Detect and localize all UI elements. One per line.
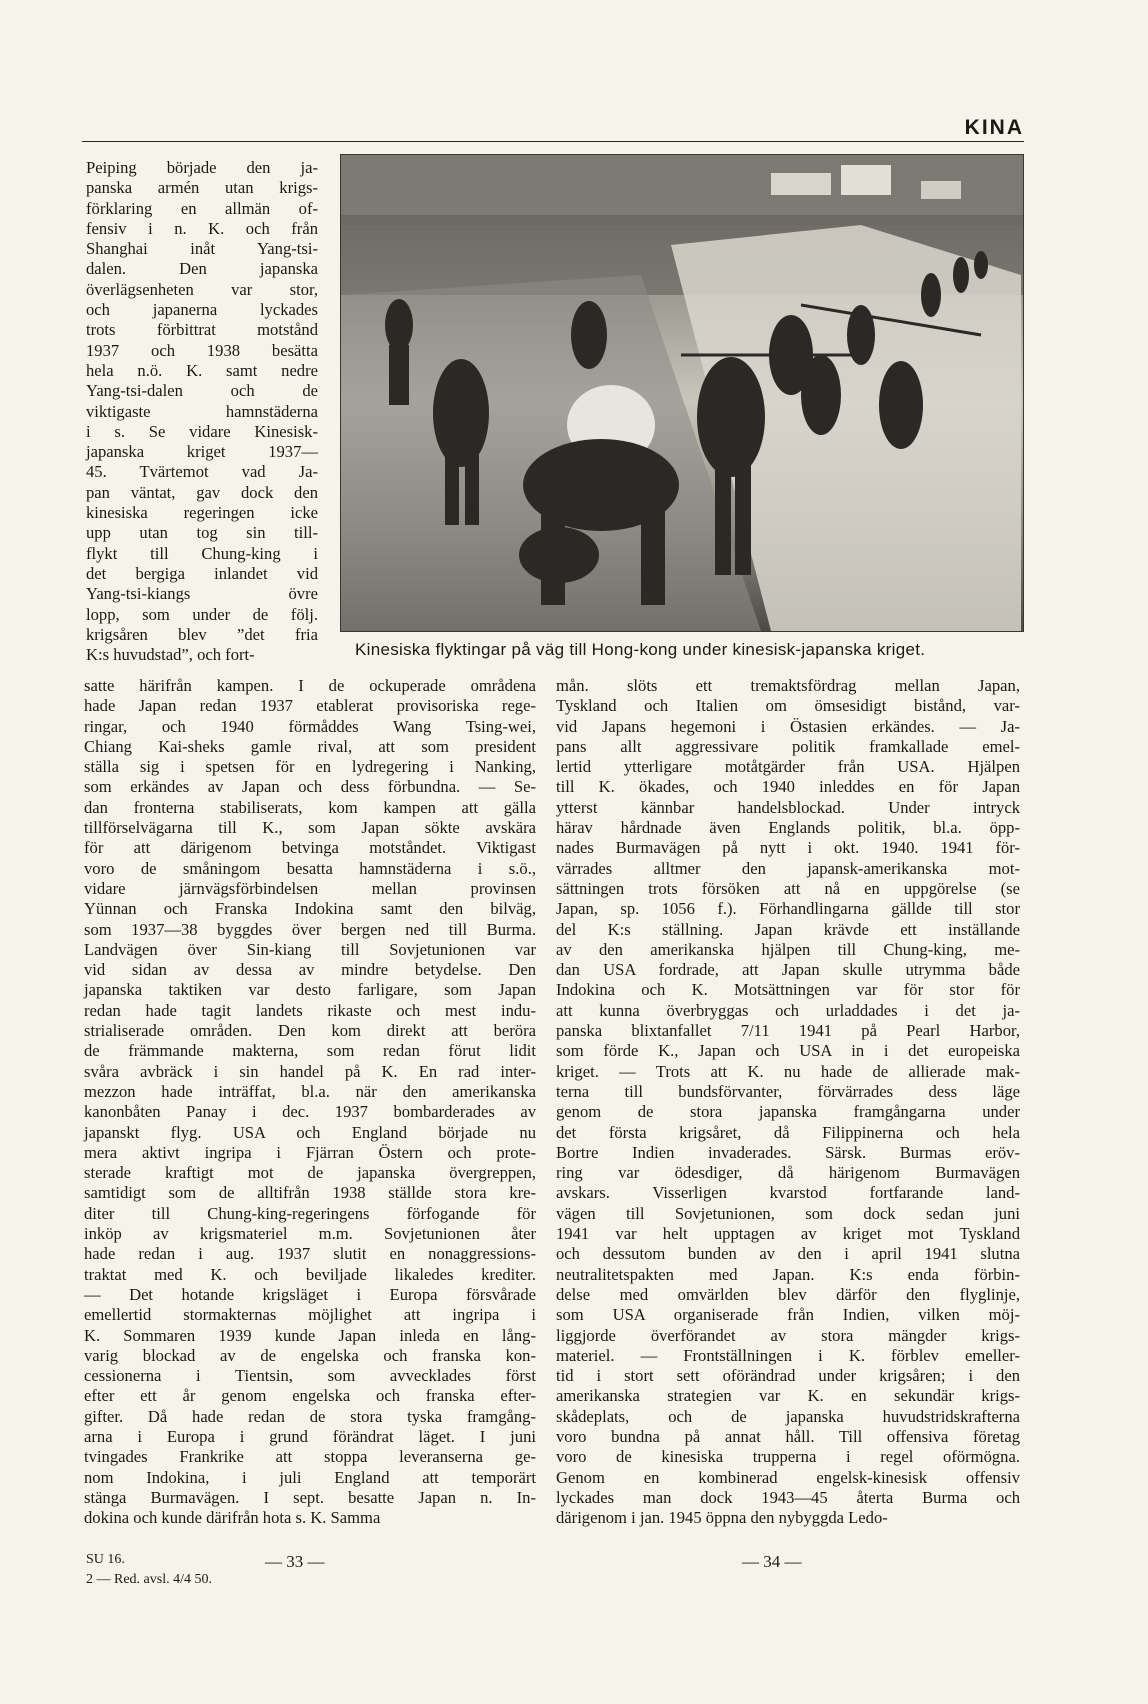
refugee-photograph: [340, 154, 1024, 632]
left-column-line: traktat med K. och beviljade likaledes krediter.: [84, 1264, 536, 1284]
left-column: [84, 676, 536, 1528]
narrow-column-line: pan väntat, gav dock den: [86, 482, 318, 502]
left-column-line: vid sidan av dessa av mindre betydelse. Den: [84, 960, 536, 980]
left-column-line: för att därigenom betvinga motståndet. Viktigast: [84, 838, 536, 858]
left-column-line: sterade kraftigt mot de japanska övergreppen,: [84, 1163, 536, 1183]
figure-caption: Kinesiska flyktingar på väg till Hong-kong under kinesisk-japanska kriget.: [355, 640, 926, 659]
left-column-line: hade redan i aug. 1937 slutit en nonaggressions-: [84, 1244, 536, 1264]
left-column-line: tillförselvägarna till K., som Japan sökte avskära: [84, 818, 536, 838]
left-column-line: de främmande makterna, som redan förut lidit: [84, 1041, 536, 1061]
right-column-line: panska blixtanfallet 7/11 1941 på Pearl Harbor,: [556, 1021, 1020, 1041]
narrow-column-line: kinesiska regeringen icke: [86, 503, 318, 523]
narrow-column-line: fensiv i n. K. och från: [86, 218, 318, 238]
right-column-line: Bortre Indien invaderades. Särsk. Burmas eröv-: [556, 1142, 1020, 1162]
narrow-column-line: Peiping började den ja-: [86, 158, 318, 177]
left-column-line: tvingades Frankrike att stoppa leveranserna ge-: [84, 1447, 536, 1467]
right-column-line: vägen till Sovjetunionen, som dock sedan juni: [556, 1203, 1020, 1223]
left-column-line: — Det hotande krigsläget i Europa försvårade: [84, 1284, 536, 1304]
narrow-column-line: hela n.ö. K. samt nedre: [86, 360, 318, 380]
right-column-line: genom de stora japanska framgångarna under: [556, 1102, 1020, 1122]
left-column-line: cessionerna i Tientsin, som avvecklades först: [84, 1366, 536, 1386]
narrow-column-line: förklaring en allmän of-: [86, 198, 318, 218]
left-column-line: dan fronterna stabiliserats, kom kampen att gälla: [84, 797, 536, 817]
left-column-line: gifter. Då hade redan de stora tyska framgång-: [84, 1406, 536, 1426]
left-column-line: stänga Burmavägen. I sept. besatte Japan n. In-: [84, 1487, 536, 1507]
right-column-line: neutralitetspakten med Japan. K:s enda förbin-: [556, 1264, 1020, 1284]
left-column-line: svåra avbräck i sin handel på K. En rad inter-: [84, 1061, 536, 1081]
narrow-column-line: Shanghai inåt Yang-tsi-: [86, 239, 318, 259]
left-column-line: ringar, och 1940 förmåddes Wang Tsing-wei,: [84, 716, 536, 736]
left-column-line: dokina och kunde därifrån hota s. K. Samma: [84, 1508, 381, 1528]
narrow-column-line: dalen. Den japanska: [86, 259, 318, 279]
top-rule: [82, 141, 1024, 142]
print-note: 2 — Red. avsl. 4/4 50.: [86, 1572, 212, 1587]
left-column-line: Yünnan och Franska Indokina samt den bilväg,: [84, 899, 536, 919]
left-column-line: hade Japan redan 1937 etablerat provisoriska rege-: [84, 696, 536, 716]
right-column-line: ytterst kännbar handelsblockad. Under intryck: [556, 797, 1020, 817]
right-column-line: som förde K., Japan och USA in i det europeiska: [556, 1041, 1020, 1061]
narrow-column-line: flykt till Chung-king i: [86, 543, 318, 563]
right-column-line: och dessutom bunden av den i april 1941 slutna: [556, 1244, 1020, 1264]
left-column-line: arna i Europa i grund förändrat läget. I juni: [84, 1426, 536, 1446]
right-column-line: voro bundna på annat håll. Till offensiva företag: [556, 1426, 1020, 1446]
narrow-column-line: 1937 och 1938 besätta: [86, 340, 318, 360]
left-column-line: diter till Chung-king-regeringens förfogande för: [84, 1203, 536, 1223]
left-column-line: satte härifrån kampen. I de ockuperade områdena: [84, 676, 536, 695]
running-head: KINA: [964, 116, 1024, 139]
left-column-line: voro de småningom besatta hamnstäderna i s.ö.,: [84, 858, 536, 878]
narrow-column-line: K:s huvudstad”, och fort-: [86, 645, 255, 665]
right-column-line: terna till bundsförvanter, förvärrades dess läge: [556, 1081, 1020, 1101]
photo-illustration: [341, 155, 1023, 631]
signature-mark: SU 16.: [86, 1552, 125, 1567]
narrow-column-line: viktigaste hamnstäderna: [86, 401, 318, 421]
page-number-left: — 33 —: [265, 1552, 325, 1571]
left-column-line: som erkändes av Japan och dess förbundna. — Se-: [84, 777, 536, 797]
narrow-column-line: överlägsenheten var stor,: [86, 279, 318, 299]
right-column-line: lyckades man dock 1943—45 återta Burma och: [556, 1487, 1020, 1507]
right-column: [556, 676, 1020, 1528]
narrow-column-line: panska armén utan krigs-: [86, 178, 318, 198]
right-column-line: pans allt aggressivare politik framkallade emel-: [556, 736, 1020, 756]
right-column-line: Genom en kombinerad engelsk-kinesisk offensiv: [556, 1467, 1020, 1487]
right-column-line: vid Japans hegemoni i Östasien erkändes. — Ja-: [556, 716, 1020, 736]
right-column-line: till K. ökades, och 1940 inleddes en för Japan: [556, 777, 1020, 797]
narrow-column-line: det bergiga inlandet vid: [86, 563, 318, 583]
narrow-column-line: trots förbittrat motstånd: [86, 320, 318, 340]
left-column-line: vidare järnvägsförbindelsen mellan provinsen: [84, 878, 536, 898]
right-column-line: det första krigsåret, då Filippinerna och hela: [556, 1122, 1020, 1142]
narrow-column: [86, 158, 318, 665]
left-column-line: efter ett år genom engelska och franska efter-: [84, 1386, 536, 1406]
left-column-line: samtidigt som de alltifrån 1938 ställde stora kre-: [84, 1183, 536, 1203]
right-column-line: materiel. — Frontställningen i K. förblev emeller-: [556, 1345, 1020, 1365]
right-column-line: Indokina och K. Motsättningen var för stor för: [556, 980, 1020, 1000]
right-column-line: nades Burmavägen på nytt i okt. 1940. 1941 för-: [556, 838, 1020, 858]
page-number-right: — 34 —: [742, 1552, 802, 1571]
right-column-line: att kunna överbryggas och urladdades i det ja-: [556, 1000, 1020, 1020]
left-column-line: ställa sig i spetsen för en lydregering i Nanking,: [84, 757, 536, 777]
right-column-line: avskars. Visserligen kvarstod fortfarande land-: [556, 1183, 1020, 1203]
right-column-line: dan USA fordrade, att Japan skulle utrymma både: [556, 960, 1020, 980]
left-column-line: Chiang Kai-sheks gamle rival, att som president: [84, 736, 536, 756]
right-column-line: delse med omvärlden blev därför den flyglinje,: [556, 1284, 1020, 1304]
right-column-line: 1941 var helt upptagen av kriget mot Tyskland: [556, 1224, 1020, 1244]
right-column-line: därigenom i jan. 1945 öppna den nybyggda Ledo-: [556, 1508, 888, 1528]
right-column-line: härav hårdnade även Englands politik, bl.a. öpp-: [556, 818, 1020, 838]
right-column-line: tid i stort sett oförändrad under krigsåren; i den: [556, 1366, 1020, 1386]
narrow-column-line: krigsåren blev ”det fria: [86, 624, 318, 644]
narrow-column-line: och japanerna lyckades: [86, 300, 318, 320]
narrow-column-line: 45. Tvärtemot vad Ja-: [86, 462, 318, 482]
left-column-line: nom Indokina, i juli England att temporärt: [84, 1467, 536, 1487]
left-column-line: inköp av krigsmateriel m.m. Sovjetunionen åter: [84, 1224, 536, 1244]
right-column-line: sättningen trots försöken att nå en uppgörelse (se: [556, 878, 1020, 898]
right-column-line: värrades alltmer den japansk-amerikanska mot-: [556, 858, 1020, 878]
left-column-line: redan hade tagit landets rikaste och mest indu-: [84, 1000, 536, 1020]
left-column-line: mezzon hade inträffat, bl.a. när den amerikanska: [84, 1081, 536, 1101]
right-column-line: av den amerikanska hjälpen till Chung-king, me-: [556, 939, 1020, 959]
left-column-line: som 1937—38 byggdes över bergen ned till Burma.: [84, 919, 536, 939]
right-column-line: kriget. — Trots att K. nu hade de allierade mak-: [556, 1061, 1020, 1081]
narrow-column-line: i s. Se vidare Kinesisk-: [86, 421, 318, 441]
right-column-line: som USA organiserade från Indien, vilken möj-: [556, 1305, 1020, 1325]
right-column-line: Japan, sp. 1056 f.). Förhandlingarna gällde till stor: [556, 899, 1020, 919]
narrow-column-line: upp utan tog sin till-: [86, 523, 318, 543]
right-column-line: lertid ytterligare motåtgärder från USA. Hjälpen: [556, 757, 1020, 777]
left-column-line: japanskt flyg. USA och England började nu: [84, 1122, 536, 1142]
right-column-line: voro de kinesiska trupperna i regel oförmögna.: [556, 1447, 1020, 1467]
right-column-line: mån. slöts ett tremaktsfördrag mellan Japan,: [556, 676, 1020, 695]
right-column-line: skådeplats, och de japanska huvudstridskrafterna: [556, 1406, 1020, 1426]
left-column-line: mera aktivt ingripa i Fjärran Östern och prote-: [84, 1142, 536, 1162]
right-column-line: liggjorde överförandet av stora mängder krigs-: [556, 1325, 1020, 1345]
right-column-line: amerikanska strategien var K. en sekundär krigs-: [556, 1386, 1020, 1406]
left-column-line: K. Sommaren 1939 kunde Japan inleda en lång-: [84, 1325, 536, 1345]
narrow-column-line: Yang-tsi-kiangs övre: [86, 584, 318, 604]
left-column-line: Landvägen över Sin-kiang till Sovjetunionen var: [84, 939, 536, 959]
left-column-line: japanska taktiken var desto farligare, som Japan: [84, 980, 536, 1000]
left-column-line: strialiserade områden. Den kom direkt att beröra: [84, 1021, 536, 1041]
narrow-column-line: lopp, som under de följ.: [86, 604, 318, 624]
right-column-line: ring var ödesdiger, då härigenom Burmavägen: [556, 1163, 1020, 1183]
narrow-column-line: Yang-tsi-dalen och de: [86, 381, 318, 401]
left-column-line: varig blockad av de engelska och franska kon-: [84, 1345, 536, 1365]
left-column-line: kanonbåten Panay i dec. 1937 bombarderades av: [84, 1102, 536, 1122]
left-column-line: emellertid stormakternas möjlighet att ingripa i: [84, 1305, 536, 1325]
footer-signature-block: [86, 1550, 212, 1590]
right-column-line: del K:s ställning. Japan krävde ett inställande: [556, 919, 1020, 939]
right-column-line: Tyskland och Italien om ömsesidigt bistånd, var-: [556, 696, 1020, 716]
narrow-column-line: japanska kriget 1937—: [86, 442, 318, 462]
